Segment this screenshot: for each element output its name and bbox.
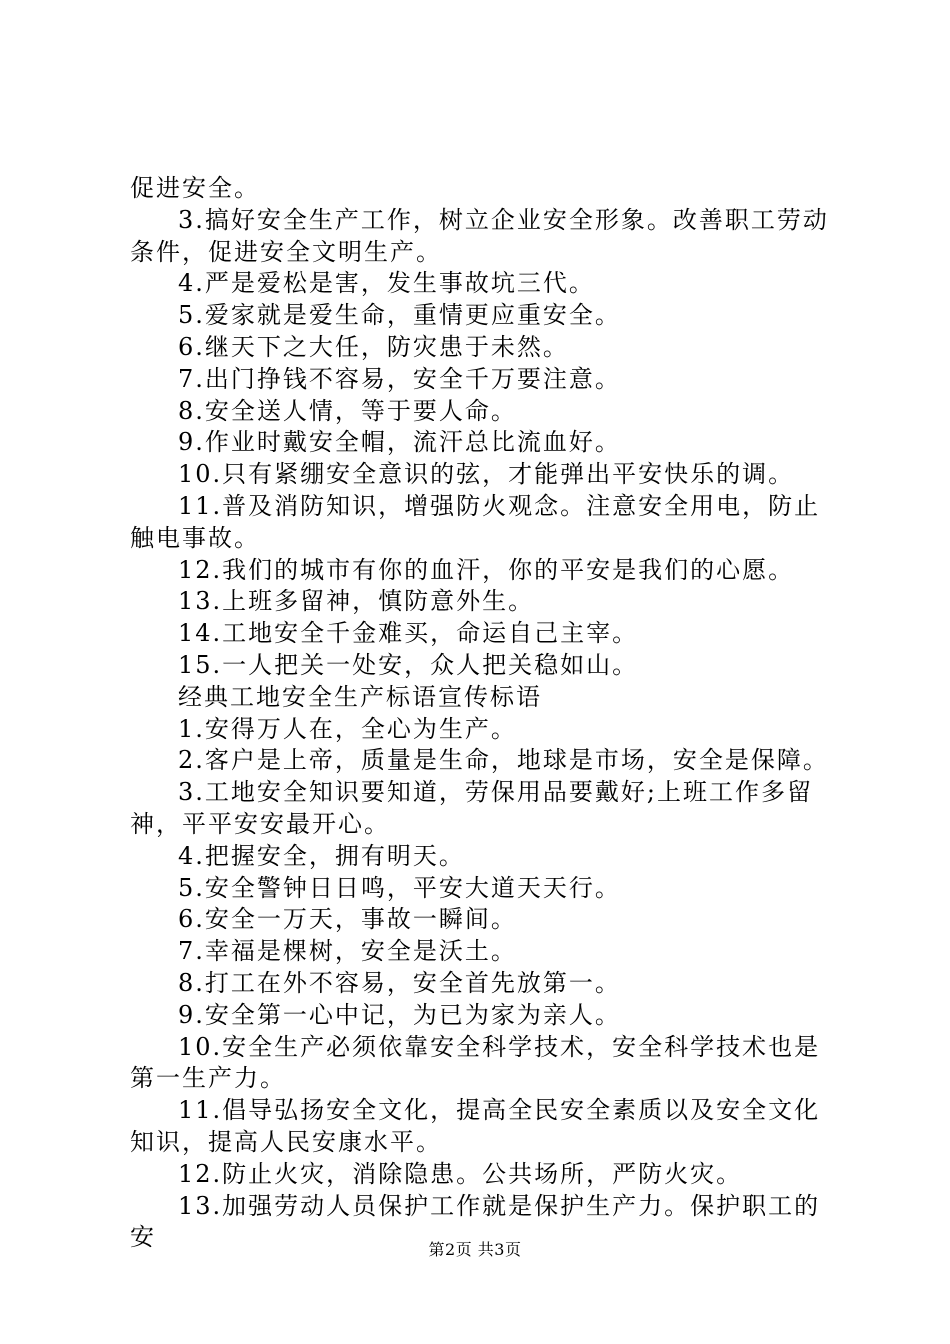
paragraph: 10.只有紧绷安全意识的弦，才能弹出平安快乐的调。 [178, 460, 795, 489]
paragraph: 9.作业时戴安全帽，流汗总比流血好。 [178, 428, 621, 457]
paragraph: 3.搞好安全生产工作，树立企业安全形象。改善职工劳动条件，促进安全文明生产。 [130, 205, 829, 266]
paragraph: 3.工地安全知识要知道，劳保用品要戴好;上班工作多留神，平平安安最开心。 [130, 778, 813, 838]
paragraph: 14.工地安全千金难买，命运自己主宰。 [178, 619, 639, 648]
page-footer: 第2页 共3页 [428, 1240, 522, 1259]
paragraph-continuation: 促进安全。 [130, 174, 260, 202]
paragraph: 7.出门挣钱不容易，安全千万要注意。 [178, 364, 621, 393]
paragraph: 13.上班多留神，慎防意外生。 [178, 587, 535, 616]
paragraph: 9.安全第一心中记，为已为家为亲人。 [178, 1000, 621, 1029]
paragraph: 5.安全警钟日日鸣，平安大道天天行。 [178, 873, 621, 902]
paragraph: 7.幸福是棵树，安全是沃土。 [178, 937, 517, 966]
paragraph: 11.普及消防知识，增强防火观念。注意安全用电，防止触电事故。 [130, 491, 821, 552]
paragraph: 6.继天下之大任，防灾患于未然。 [178, 332, 569, 361]
paragraph: 13.加强劳动人员保护工作就是保护生产力。保护职工的安 [130, 1191, 821, 1252]
paragraph: 4.把握安全，拥有明天。 [178, 841, 465, 870]
paragraph: 12.我们的城市有你的血汗，你的平安是我们的心愿。 [178, 555, 795, 584]
paragraph: 8.安全送人情，等于要人命。 [178, 396, 517, 425]
paragraph: 6.安全一万天，事故一瞬间。 [178, 905, 517, 934]
paragraph: 经典工地安全生产标语宣传标语 [178, 682, 542, 711]
paragraph: 4.严是爱松是害，发生事故坑三代。 [178, 269, 595, 298]
paragraph: 11.倡导弘扬安全文化，提高全民安全素质以及安全文化知识，提高人民安康水平。 [130, 1096, 821, 1156]
paragraph: 5.爱家就是爱生命，重情更应重安全。 [178, 301, 621, 330]
paragraph: 2.客户是上帝，质量是生命，地球是市场，安全是保障。 [178, 746, 829, 775]
paragraph: 1.安得万人在，全心为生产。 [178, 714, 517, 743]
paragraph: 8.打工在外不容易，安全首先放第一。 [178, 968, 621, 997]
document-body [130, 173, 832, 1254]
paragraph: 12.防止火灾，消除隐患。公共场所，严防火灾。 [178, 1159, 743, 1188]
paragraph: 15.一人把关一处安，众人把关稳如山。 [178, 650, 639, 679]
paragraph: 10.安全生产必须依靠安全科学技术，安全科学技术也是第一生产力。 [130, 1032, 821, 1093]
